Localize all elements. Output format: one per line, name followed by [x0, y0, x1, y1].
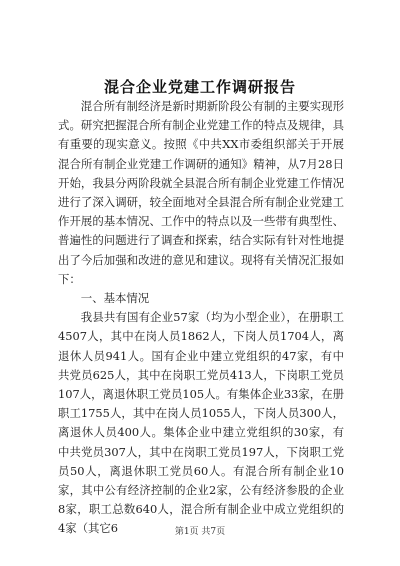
- section-heading: 一、基本情况: [80, 291, 150, 306]
- basic-situation-paragraph: 我县共有国有企业57家（均为小型企业），在册职工4507人，其中在岗人员1862人，下岗人员1704人，离退休人员941人。国有企业中建立党组织的47家，有中共党员625人，其中在岗职工党员413人，下岗职工党员107人，离退休职工党员105人。有集体企业33家，在册职工1755人，其中在岗人员1055人，下岗人员300人，离退休人员400人。集体企业中建立党组织的30家，有中共党员307人，其中在岗职工党员197人，下岗职工党员50人，离退休职工党员60人。有混合所有制企业10家，其中公有经济控制的企业2家，公有经济参股的企业8家，职工总数640人，混合所有制企业中成立党组织的4家（其它6: [58, 310, 344, 536]
- document-body: [58, 97, 344, 539]
- page-footer: 第1页 共7页: [174, 527, 226, 537]
- document-title: 混合企业党建工作调研报告: [103, 78, 296, 96]
- intro-paragraph: 混合所有制经济是新时期新阶段公有制的主要实现形式。研究把握混合所有制企业党建工作的特点及规律，具有重要的现实意义。按照《中共XX市委组织部关于开展混合所有制企业党建工作调研的通知》精神，从7月28日开始，我县分两阶段就全县混合所有制企业党建工作情况进行了深入调研，较全面地对全县混合所有制企业党建工作开展的基本情况、工作中的特点以及一些带有典型性、普遍性的问题进行了调查和探索，结合实际有针对性地提出了今后加强和改进的意见和建议。现将有关情况汇报如下：: [58, 99, 344, 286]
